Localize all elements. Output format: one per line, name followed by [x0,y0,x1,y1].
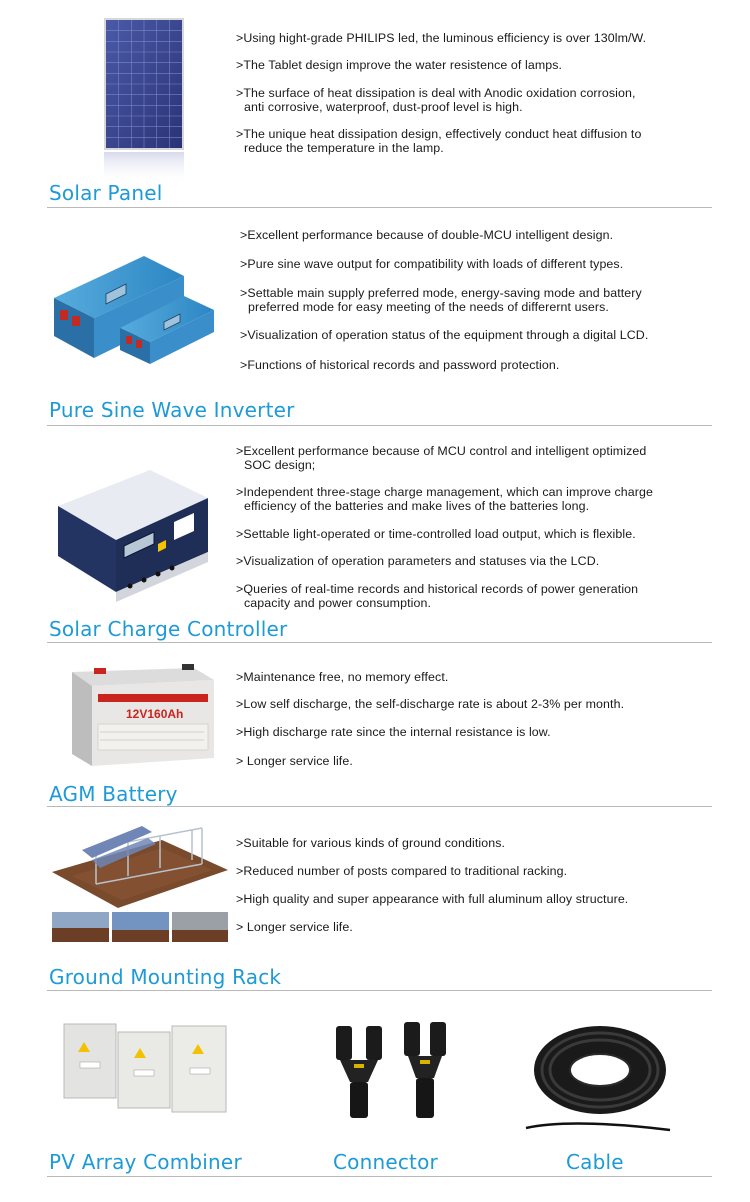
title-connector: Connector [333,1150,438,1174]
solar-panel-feature-3: >The surface of heat dissipation is deal with Anodic oxidation corrosion, anti corrosive, waterproof, dust-proof level is high. [236,86,636,114]
rack-feature-3: >High quality and super appearance with full aluminum alloy structure. [236,892,629,906]
battery-feature-2: >Low self discharge, the self-discharge rate is about 2-3% per month. [236,697,625,711]
solar-panel-feature-1: >Using hight-grade PHILIPS led, the luminous efficiency is over 130lm/W. [236,31,647,45]
inverter-feature-3: >Settable main supply preferred mode, energy-saving mode and battery preferred mode for easy meeting of the needs of differernt users. [240,286,642,314]
rack-feature-2: >Reduced number of posts compared to traditional racking. [236,864,568,878]
rack-feature-1: >Suitable for various kinds of ground conditions. [236,836,506,850]
battery-feature-4: > Longer service life. [236,754,353,768]
inverter-feature-5: >Functions of historical records and password protection. [240,358,560,372]
section-title-inverter: Pure Sine Wave Inverter [49,398,295,422]
title-pv-array-combiner: PV Array Combiner [49,1150,242,1174]
rack-feature-4: > Longer service life. [236,920,353,934]
title-cable: Cable [566,1150,624,1174]
battery-feature-1: >Maintenance free, no memory effect. [236,670,449,684]
section-title-mounting-rack: Ground Mounting Rack [49,965,282,989]
section-divider [47,1176,712,1177]
inverter-feature-4: >Visualization of operation status of the equipment through a digital LCD. [240,328,649,342]
controller-feature-3: >Settable light-operated or time-controlled load output, which is flexible. [236,527,636,541]
battery-capacity-label: 12V160Ah [126,707,184,721]
connector-image [330,1018,450,1128]
pv-array-combiner-image [60,1018,230,1116]
section-title-solar-panel: Solar Panel [49,181,163,205]
controller-feature-4: >Visualization of operation parameters and statuses via the LCD. [236,554,600,568]
cable-image [522,1020,674,1134]
inverter-feature-1: >Excellent performance because of double-MCU intelligent design. [240,228,614,242]
controller-feature-5: >Queries of real-time records and historical records of power generation capacity and power consumption. [236,582,639,610]
controller-feature-2: >Independent three-stage charge management, which can improve charge efficiency of the batteries and make lives of the batteries long. [236,485,653,513]
controller-feature-1: >Excellent performance because of MCU control and intelligent optimized SOC design; [236,444,647,472]
solar-panel-feature-4: >The unique heat dissipation design, effectively conduct heat diffusion to reduce the temperature in the lamp. [236,127,642,155]
section-title-battery: AGM Battery [49,782,178,806]
solar-panel-feature-2: >The Tablet design improve the water resistence of lamps. [236,58,563,72]
battery-feature-3: >High discharge rate since the internal resistance is low. [236,725,551,739]
inverter-feature-2: >Pure sine wave output for compatibility with loads of different types. [240,257,624,271]
section-title-controller: Solar Charge Controller [49,617,288,641]
